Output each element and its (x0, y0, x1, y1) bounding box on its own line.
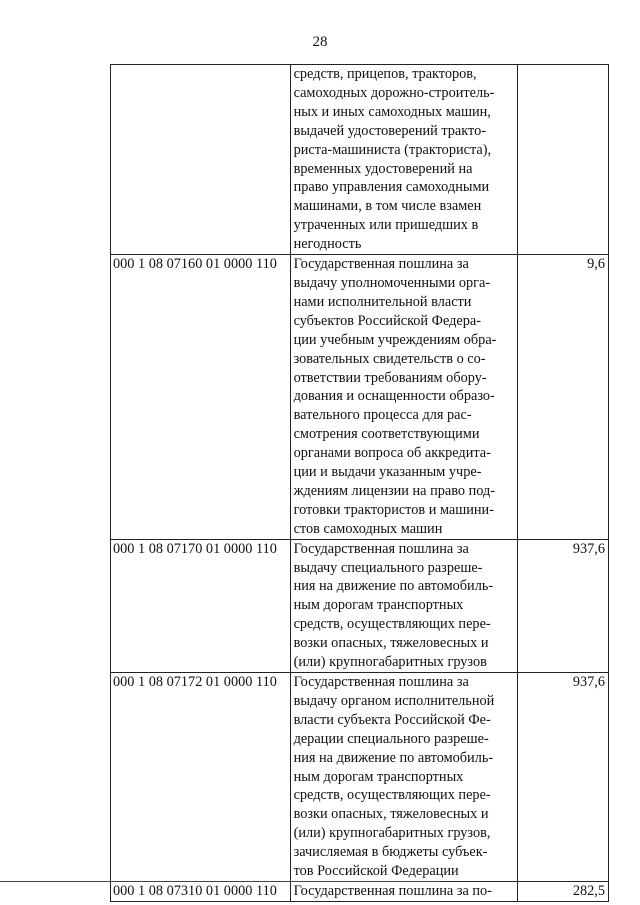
amount-value: 937,6 (518, 539, 609, 672)
page-number: 28 (312, 34, 328, 50)
revenue-name (290, 539, 518, 672)
revenue-name-line: выдачу уполномоченными орга- (293, 274, 491, 291)
budget-classification-code: 000 1 08 07172 01 0000 110 (111, 673, 291, 882)
revenue-name-line: дерации специального разреше- (293, 730, 489, 747)
revenue-name-line: тов Российской Федерации (293, 863, 459, 880)
revenue-name-line: машинами, в том числе взамен (293, 198, 482, 215)
revenue-name-line: негодность (293, 236, 362, 253)
table-row (111, 881, 609, 901)
revenue-name-line: ции учебным учреждениям обра- (293, 331, 497, 348)
revenue-name-line: Государственная пошлина за (293, 256, 469, 273)
revenue-name-line: утраченных или пришедших в (293, 217, 479, 234)
budget-classification-code: 000 1 08 07170 01 0000 110 (111, 539, 291, 672)
budget-classification-code: 000 1 08 07160 01 0000 110 (111, 255, 291, 540)
table-row (111, 539, 609, 672)
revenue-name-line: субъектов Российской Федера- (293, 312, 481, 329)
amount-value: 282,5 (518, 881, 609, 901)
revenue-name-line: средств, прицепов, тракторов, (293, 66, 477, 82)
revenue-name-line: возки опасных, тяжеловесных и (293, 806, 489, 823)
revenue-name (290, 255, 518, 540)
revenue-name-line: власти субъекта Российской Фе- (293, 711, 491, 728)
revenue-name-line: средств, осуществляющих пере- (293, 616, 491, 633)
revenue-name-line: Государственная пошлина за (293, 540, 469, 557)
budget-classification-code (111, 65, 291, 255)
revenue-name-line: выдачу органом исполнительной (293, 692, 495, 709)
table-row (111, 673, 609, 882)
revenue-name-line: Государственная пошлина за по- (293, 882, 492, 899)
revenue-name (290, 673, 518, 882)
revenue-name-line: средств, осуществляющих пере- (293, 787, 491, 804)
table-body (111, 65, 609, 902)
table-row (111, 255, 609, 540)
revenue-name-line: зовательных свидетельств о со- (293, 350, 486, 367)
revenue-name-line: ния на движение по автомобиль- (293, 578, 494, 595)
revenue-name-line: (или) крупногабаритных грузов (293, 654, 487, 671)
amount-value (518, 65, 609, 255)
budget-revenue-table (110, 64, 609, 902)
revenue-name-line: риста-машиниста (тракториста), (293, 141, 492, 158)
revenue-name-line: (или) крупногабаритных грузов, (293, 825, 491, 842)
revenue-name-line: Государственная пошлина за (293, 674, 469, 690)
revenue-name-line: самоходных дорожно-строитель- (293, 84, 495, 101)
revenue-name-line: ным дорогам транспортных (293, 597, 464, 614)
revenue-name-line: ждениям лицензии на право под- (293, 482, 496, 499)
revenue-name-line: право управления самоходными (293, 179, 490, 196)
revenue-name-line: ответствии требованиям обору- (293, 369, 487, 386)
revenue-name (290, 881, 518, 901)
revenue-name-line: органами вопроса об аккредита- (293, 445, 491, 462)
revenue-name-line: ции и выдачи указанным учре- (293, 464, 482, 481)
revenue-name-line: зачисляемая в бюджеты субъек- (293, 844, 488, 861)
revenue-name-line: вательного процесса для рас- (293, 407, 472, 424)
revenue-name-line: ния на движение по автомобиль- (293, 749, 494, 766)
revenue-name-line: дования и оснащенности образо- (293, 388, 495, 405)
budget-classification-code: 000 1 08 07310 01 0000 110 (111, 881, 291, 901)
revenue-name-line: готовки трактористов и машини- (293, 501, 494, 518)
revenue-name-line: смотрения соответствующими (293, 426, 480, 443)
revenue-name (290, 65, 518, 255)
revenue-name-line: выдачу специального разреше- (293, 559, 483, 576)
revenue-name-line: возки опасных, тяжеловесных и (293, 635, 489, 652)
revenue-name-line: ным дорогам транспортных (293, 768, 464, 785)
table-row (111, 65, 609, 255)
revenue-name-line: ных и иных самоходных машин, (293, 103, 491, 120)
footer-rule (0, 881, 440, 882)
revenue-name-line: стов самоходных машин (293, 520, 443, 537)
revenue-name-line: выдачей удостоверений тракто- (293, 122, 486, 139)
revenue-name-line: временных удостоверений на (293, 160, 473, 177)
amount-value: 9,6 (518, 255, 609, 540)
revenue-name-line: нами исполнительной власти (293, 293, 472, 310)
amount-value: 937,6 (518, 673, 609, 882)
